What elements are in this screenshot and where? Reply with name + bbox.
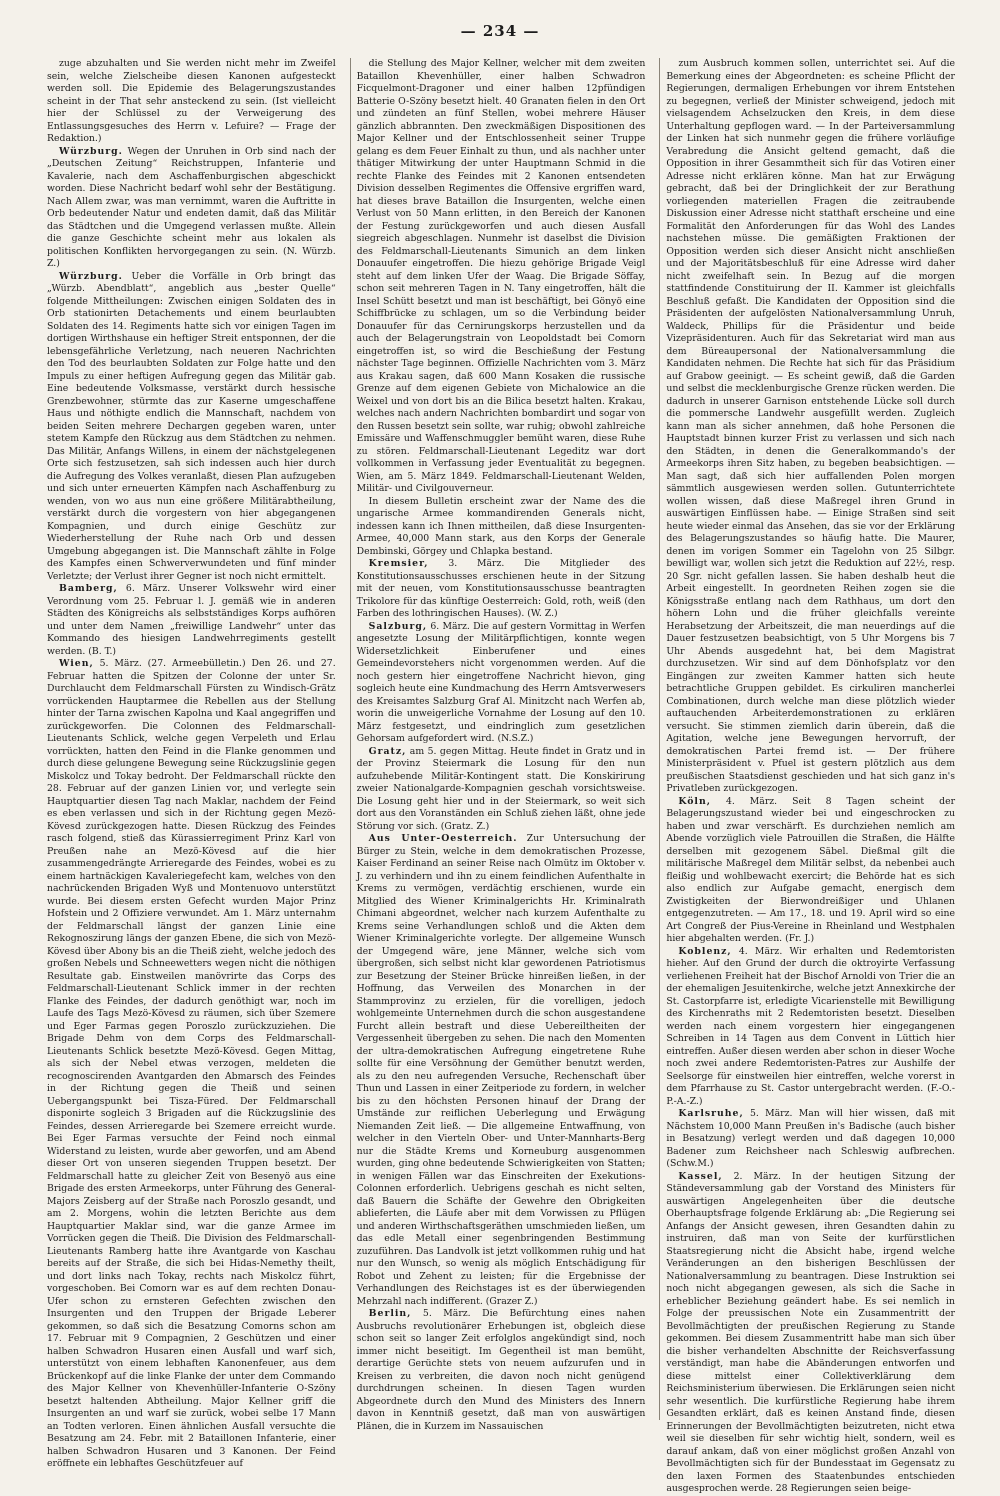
article	[666, 1108, 955, 1171]
article-body: 5. März. Man will hier wissen, daß mit Nächstem 10,000 Mann Preußen in's Badische (auch bisher in Besatzung) verlegt werden und daß dagegen 10,000 Badener zum Reichsheer nach Schleswig aufbrechen. (Schw.M.)	[666, 1108, 956, 1169]
article	[357, 833, 646, 1308]
article-body: am 5. gegen Mittag. Heute findet in Gratz und in der Provinz Steiermark die Losung für den nun aufzuhebende Militär-Kontingent statt. Die Konskirirung zweier Nationalgarde-Kompagnien geschah vorsichtsweise. Die Losung geht hier und in der Steiermark, so weit sich dort aus den Voranständen ein Schluß ziehen läßt, ohne jede Störung vor sich. (Gratz. Z.)	[356, 745, 646, 832]
article-body: 4. März. Seit 8 Tagen scheint der Belagerungszustand wieder bei und eingeschrocken zu haben und zwar verschärft. Es durchziehen nemlich am Abende vorzüglich viele Patrouillen die Straßen, die Hälfte derselben mit gezogenem Säbel. Dießmal gilt die militärische Maßregel dem Militär selbst, da nebenbei auch fleißig und wohlbewacht exercirt; die Behörde hat es sich also endlich zur Aufgabe gemacht, energisch dem Zwistigkeiten der Bierwondreißiger und Uhlanen entgegenzutreten. — Am 17., 18. und 19. April wird so eine Art Congreß der Pius-Vereine in Rheinland und Westphalen hier abgehalten werden. (Fr. J.)	[666, 795, 956, 944]
article-body: 4. März. Wir erhalten und Redemtoristen hieher. Auf den Grund der durch die oktroyirte Verfassung verliehenen Freiheit hat der Bischof Arnoldi von Trier die an der ehemaligen Jesuitenkirche, welche jetzt Annexkirche der St. Castorpfarre ist, erledigte Vicarienstelle mit Bewilligung des Kirchenraths mit 2 Redemtoristen besetzt. Dieselben werden nach einem vorgestern hier eingegangenen Schreiben in 14 Tagen aus dem Convent in Lüttich hier eintreffen. Außer diesen werden aber schon in dieser Woche noch zwei andere Redemtoristen-Patres zur Aushilfe der Seelsorge für einstweilen hier eintreffen, welche vorerst in dem Pfarrhause zu St. Castor untergebracht werden. (F.-O.-P.-A.-Z.)	[666, 945, 956, 1107]
article-body: 6. März. Die auf gestern Vormittag in Werfen angesetzte Losung der Militärpflichtigen, konnte wegen Widersetzlichkeit Einberufener und eines Gemeindevorstehers nicht vorgenommen werden. Auf die noch gestern hier eingetroffene Nachricht hievon, ging sogleich heute eine Kundmachung des Herrn Amtsverwesers des Kreisamtes Salzburg Graf Al. Minitzcht nach Werfen ab, worin die unweigerliche Vornahme der Losung auf den 10. März festgesetzt, und eindringlich zum gesetzlichen Gehorsam aufgefordert wird. (N.S.Z.)	[356, 620, 646, 744]
article-body: 3. März. Die Mitglieder des Konstitutionsausschusses erschienen heute in der Sitzung mit der neuen, vom Konstitutionsausschusse beantragten Trikolore für das künftige Oesterreich: Gold, roth, weiß (den Farben des lothringischen Hauses). (W. Z.)	[356, 558, 646, 619]
article-dateline: Karlsruhe,	[678, 1108, 744, 1119]
article-body: 6. März. Unserer Volkswehr wird einer Verordnung vom 25. Februar l. J. gemäß wie in anderen Städten des Königreichs als selbstständiges Korps aufhören und unter dem Namen „freiwillige Landwehr“ unter das Kommando des hiesigen Landwehrregiments gestellt werden. (B. T.)	[47, 583, 336, 657]
article	[47, 58, 336, 146]
article-body: Zur Untersuchung der Bürger zu Stein, welche in dem demokratischen Prozesse, Kaiser Ferdinand an seiner Reise nach Olmütz im Oktober v. J. zu verhindern und ihn zu einem feindlichen Aufenthalte in Krems zu vermögen, verdächtig erschienen, wurde ein Mitglied des Wiener Kriminalgerichts Hr. Kriminalrath Chimani abgeordnet, welcher nach kurzem Aufenthalte zu Krems seine Verhandlungen schloß und die Akten dem Wiener Kriminalgerichte vorlegte. Der allgemeine Wunsch der Umgegend wäre, jene Männer, welche sich vom übergroßen, sich selbst nicht klar gewordenen Patriotismus zur Besetzung der Steiner Brücke hinreißen ließen, in der Hoffnung, das Verweilen des Monarchen in der Stammprovinz zu erzielen, für die vorelligen, jedoch wohlgemeinte Unternehmen durch die schon ausgestandene Furcht allein bestraft und diese Uebereiltheiten der Vergessenheit übergeben zu sehen. Die nach den Momenten der ultra-demokratischen Aufregung eingetretene Ruhe sollte für eine Versöhnung der Gemüther benutzt werden, als zu den neu aufregenden Versuche, Rechenschaft über Thun und Lassen in einer Zeitperiode zu fordern, in welcher bis zu den höchsten Personen hinauf der Drang der Umstände zur reiflichen Ueberlegung und Erwägung Niemanden Zeit ließ. — Die allgemeine Entwaffnung, von welcher in den Vierteln Ober- und Unter-Mannharts-Berg nur die Städte Krems und Korneuburg ausgenommen wurden, ging ohne bedeutende Schwierigkeiten von Statten; in wenigen Fällen war das Einschreiten der Exekutions-Colonnen erforderlich. Uebrigens geschah es nicht selten, daß Bauern die Schäfte der Gewehre den Obrigkeiten ablieferten, die Läufe aber mit dem Vorwissen zu Pflügen und anderen Wirthschaftsgeräthen umschmieden ließen, um das edle Metall einer segenbringenden Bestimmung zuzuführen. Das Landvolk ist jetzt vollkommen ruhig und hat nur den Wunsch, so wenig als möglich Entschädigung für Robot und Zehent zu leisten; für die Ergebnisse der Verhandlungen des Reichstages ist es der überwiegenden Mehrzahl nach indifferent. (Grazer Z.)	[356, 833, 646, 1307]
page-number: — 234 —	[460, 22, 540, 40]
article-dateline: Berlin,	[368, 1308, 412, 1319]
article-dateline: Kremsier,	[368, 558, 429, 569]
article	[47, 146, 336, 271]
article	[357, 1308, 646, 1433]
article	[47, 658, 336, 1471]
article-dateline: Koblenz,	[678, 945, 732, 957]
article-dateline: Salzburg,	[368, 620, 428, 632]
article	[357, 746, 646, 834]
article	[666, 58, 955, 796]
article-body: die Stellung des Major Kellner, welcher mit dem zweiten Bataillon Khevenhüller, einer halben Schwadron Ficquelmont-Dragoner und einer halben 12pfündigen Batterie O-Szöny besetzt hielt. 40 Granaten fielen in den Ort und zündeten an fünf Stellen, wobei mehrere Häuser gänzlich abbrannten. Den zweckmäßigen Dispositionen des Major Kellner und der Entschlossenheit seiner Truppe gelang es dem Feuer Einhalt zu thun, und als nachher unter thätiger Mitwirkung der unter Hauptmann Schmid in die rechte Flanke des Feindes mit 2 Kanonen entsendeten Division desselben Regimentes die Offensive ergriffen ward, hat dieses brave Bataillon die Insurgenten, welche einen Verlust von 50 Mann erlitten, in den Bereich der Kanonen der Festung zurückgeworfen und auch diesen Ausfall siegreich abgeschlagen. Nunmehr ist daselbst die Division des Feldmarschall-Lieutenants Simunich an dem linken Donauufer eingetroffen. Die hiezu gehörige Brigade Veigl steht auf dem linken Ufer der Waag. Die Brigade Söffay, schon seit mehreren Tagen in N. Tany eingetroffen, hält die Insel Schütt besetzt und man ist beschäftigt, bei Gönyö eine Schiffbrücke zu schlagen, um so die Verbindung beider Donauufer für das Cernirungskorps herzustellen und da auch der Belagerungstrain von Leopoldstadt bei Comorn eingetroffen ist, so wird die Beschießung der Festung nächster Tage beginnen. Offizielle Nachrichten vom 3. März aus Krakau sagen, daß 600 Mann Kosaken die russische Grenze auf dem eigenen Gebiete von Michalowice an die Weixel und von dort bis an die Bilica besetzt halten. Krakau, welches nach andern Nachrichten bombardirt und sogar von den Russen besetzt sein sollte, war ruhig; obwohl zahlreiche Emissäre und Waffenschmuggler bemüht waren, diese Ruhe zu stören. Feldmarschall-Lieutenant Legeditz war dort vollkommen in Verfassung jeder Eventualität zu begegnen. Wien, am 5. März 1849. Feldmarschall-Lieutenant Welden, Militär- und Civilgouverneur.	[356, 58, 646, 494]
article-body: Ueber die Vorfälle in Orb bringt das „Würzb. Abendblatt“, angeblich aus „bester Quelle“ folgende Mittheilungen: Zwischen einigen Soldaten des in Orb stationirten Detachements und einem beurlaubten Soldaten des 14. Regiments hatte sich vor einigen Tagen im dortigen Wirthshause ein heftiger Streit entsponnen, der die lebensgefährliche Verletzung, nach neueren Nachrichten den Tod des beurlaubten Soldaten zur Folge hatte und den Impuls zu einer heftigen Aufregung gegen das Militär gab. Eine bedeutende Volksmasse, verstärkt durch hessische Grenzbewohner, stürmte das zur Kaserne umgeschaffene Haus und nöthigte endlich die Mannschaft, nachdem von beiden Seiten mehrere Dechargen gegeben waren, unter stetem Kampfe den Rückzug aus dem Städtchen zu nehmen. Das Militär, Anfangs Willens, in einem der nächstgelegenen Orte sich festzusetzen, sah sich indessen auch hier durch die Aufregung des Volkes veranlaßt, diesen Plan aufzugeben und sich unter erneuerten Kämpfen nach Aschaffenburg zu wenden, von wo aus nun eine größere Militärabtheilung, verstärkt durch die vorgestern von hier abgegangenen Kompagnien, und durch einige Geschütz zur Wiederherstellung der Ruhe nach Orb und dessen Umgebung abgegangen ist. Die Mannschaft zählte in Folge des Kampfes einen Schwerverwundeten und fünf minder Verletzte; der Verlust ihrer Gegner ist noch nicht ermittelt.	[47, 270, 336, 582]
article-body: In diesem Bulletin erscheint zwar der Name des die ungarische Armee kommandirenden Generals nicht, indessen kann ich Ihnen mittheilen, daß diese Insurgenten-Armee, 40,000 Mann stark, aus den Korps der Generale Dembinski, Görgey und Chlapka bestand.	[356, 495, 646, 557]
article-body: 5. März. Die Befürchtung eines nahen Ausbruchs revolutionärer Erhebungen ist, obgleich diese schon seit so langer Zeit erfolglos angekündigt sind, noch immer nicht beseitigt. Im Gegentheil ist man bemüht, derartige Gerüchte stets von neuem aufzurufen und in Kreisen zu verbreiten, die davon noch nicht genügend durchdrungen scheinen. In diesen Tagen wurden Abgeordnete durch den Mund des Ministers des Innern davon in Kenntniß gesetzt, daß man von auswärtigen Plänen, die in Kurzem im Nassauischen	[356, 1308, 646, 1432]
article-body: Wegen der Unruhen in Orb sind nach der „Deutschen Zeitung“ Reichstruppen, Infanterie und Kavalerie, nach dem Aschaffenburgischen abgeschickt worden. Diese Nachricht bedarf wohl sehr der Bestätigung. Nach Allem zwar, was man vernimmt, waren die Auftritte in Orb bedeutender Natur und endeten damit, daß das Militär das Städtchen und die Umgegend verlassen mußte. Allein die ganze Geschichte scheint mehr aus lokalen als politischen Konflikten hervorgegangen zu sein. (N. Würzb. Z.)	[47, 145, 336, 269]
article	[666, 796, 955, 946]
article	[47, 271, 336, 584]
article-body: 5. März. (27. Armeebülletin.) Den 26. und 27. Februar hatten die Spitzen der Colonne der unter Sr. Durchlaucht dem Feldmarschall Fürsten zu Windisch-Grätz vorrückenden Hauptarmee die Rebellen aus der Stellung hinter der Tarna zwischen Kapolna und Kaal angegriffen und zurückgeworfen. Die Colonnen des Feldmarschall-Lieutenants Schlick, welche gegen Verpeleth und Erlau vorrückten, hatten den Feind in die Flanke genommen und durch diese gelungene Bewegung seine Rückzugslinie gegen Miskolcz und Tokay bedroht. Der Feldmarschall rückte den 28. Februar auf der ganzen Linien vor, und verlegte sein Hauptquartier diesen Tag nach Maklar, nachdem der Feind es eben verlassen und sich in der Richtung gegen Mezö-Kövesd zurückgezogen hatte. Diesen Rückzug des Feindes rasch folgend, stieß das Kürassierregiment Prinz Karl von Preußen nahe an Mezö-Kövesd auf die hier zusammengedrängte Arrieregarde des Feindes, wobei es zu einem hartnäckigen Kavaleriegefecht kam, welches von den nachrückenden Brigaden Wyß und Montenuovo unterstützt wurde. Bei diesem ersten Gefecht wurden Major Prinz Hofstein und 2 Offiziere verwundet. Am 1. März unternahm der Feldmarschall längst der ganzen Linie eine Rekognoszirung längs der ganzen Ebene, die sich von Mezö-Kövesd über Abony bis an die Theiß zieht, welche jedoch des großen Nebels und Schneewetters wegen nicht die nöthigen Resultate gab. Einstweilen manövrirte das Corps des Feldmarschall-Lieutenant Schlick immer in der rechten Flanke des Feindes, der dadurch genöthigt war, noch im Laufe des Tags Mezö-Kövesd zu räumen, sich über Szemere und Eger Farmas gegen Poroszlo zurückzuziehen. Die Brigade Dehm von dem Corps des Feldmarschall-Lieutenants Schlick besetzte Mezö-Kövesd. Gegen Mittag, als sich der Nebel etwas verzogen, meldeten die recognoscirenden Avantgarden den Abmarsch des Feindes in der Richtung gegen die Theiß und seinen Uebergangspunkt bei Tisza-Füred. Der Feldmarschall disponirte sogleich 3 Brigaden auf die Rückzugslinie des Feindes, dessen Arrieregarde bei Szemere erreicht wurde. Bei Eger Farmas versuchte der Feind noch einmal Widerstand zu leisten, wurde aber geworfen, und am Abend dieser Ort von unseren siegenden Truppen besetzt. Der Feldmarschall hatte zu gleicher Zeit von Besenyö aus eine Brigade des ersten Armeekorps, unter Führung des General-Majors Zeisberg auf der Straße nach Poroszlo gesandt, und am 2. Morgens, wohin die letzten Berichte aus dem Hauptquartier Maklar sind, war die ganze Armee im Vorrücken gegen die Theiß. Die Division des Feldmarschall-Lieutenants Ramberg hatte ihre Avantgarde von Kaschau bereits auf der Straße, die sich bei Hidas-Nemethy theilt, und dort links nach Tokay, rechts nach Miskolcz führt, vorgeschoben. Bei Comorn war es auf dem rechten Donau-Ufer schon zu ernsteren Gefechten zwischen den Insurgenten und den Truppen der Brigade Leberer gekommen, so daß sich die Besatzung Comorns schon am 17. Februar mit 9 Compagnien, 2 Geschützen und einer halben Schwadron Husaren einen Ausfall und warf sich, unterstützt von einem lebhaften Kanonenfeuer, aus dem Brückenkopf auf die linke Flanke der unter dem Commando des Major Kellner von Khevenhüller-Infanterie O-Szöny besetzt haltenden Abtheilung. Major Kellner griff die Insurgenten an und warf sie zurück, wobei selbe 17 Mann an Todten verloren. Einen ähnlichen Ausfall versuchte die Besatzung am 24. Febr. mit 2 Bataillonen Infanterie, einer halben Schwadron Husaren und 3 Kanonen. Der Feind eröffnete ein lebhaftes Geschützfeuer auf	[47, 658, 336, 1469]
article	[47, 583, 336, 658]
article-dateline: Bamberg,	[59, 583, 118, 594]
article-dateline: Würzburg.	[59, 270, 123, 282]
article-body: 2. März. In der heutigen Sitzung der Ständeversammlung gab der Vorstand des Ministers für auswärtigen Angelegenheiten über die deutsche Oberhauptsfrage folgende Erklärung ab: „Die Regierung sei Anfangs der Ansicht gewesen, ihren Gesandten dahin zu instruiren, daß man von Seite der kurfürstlichen Staatsregierung nicht die Absicht habe, irgend welche Veränderungen an den bisherigen Beschlüssen der Nationalversammlung zu beantragen. Diese Instruktion sei noch nicht abgegangen gewesen, als sich die Sache in erheblicher Beziehung geändert habe. Es sei nemlich in Folge der preussischen Note ein Zusammentritt der Bevollmächtigten der preußischen Regierung zu Stande gekommen. Bei diesem Zusammentritt habe man sich über die bisher verhandelten Abschnitte der Reichsverfassung verständigt, man habe die Abänderungen entworfen und diese mittelst einer Collektiverklärung dem Reichsministerium überwiesen. Die Erklärungen seien nicht sehr wesentlich. Die kurfürstliche Regierung habe ihrem Gesandten erklärt, daß es keinen Anstand finde, diesen Erinnerungen der Bevollmächtigten beizutreten, nicht etwa weil sie dieselben für sehr wichtig hielt, sondern, weil es darauf ankam, daß von einer möglichst großen Anzahl von Bevollmächtigten sich für der Bundesstaat im Gegensatz zu den laxen Formen des Staatenbundes entschieden ausgesprochen werde. 28 Regierungen seien beige-	[666, 1170, 956, 1494]
article-dateline: Köln,	[678, 795, 711, 807]
column-2	[350, 58, 646, 1432]
article	[357, 58, 646, 496]
article-dateline: Kassel,	[678, 1170, 723, 1182]
article	[357, 558, 646, 621]
article-body: zuge abzuhalten und Sie werden nicht mehr im Zweifel sein, welche Zielscheibe diesen Kanonen aufgesteckt werden soll. Die Epidemie des Belagerungszustandes scheint in der That sehr ansteckend zu sein. (Ist vielleicht hier der Schlüssel zu der Verweigerung des Entlassungsgesuches des Herrn v. Lefuire? — Frage der Redaktion.)	[47, 58, 336, 144]
article-body: zum Ausbruch kommen sollen, unterrichtet sei. Auf die Bemerkung eines der Abgeordneten: es scheine Pflicht der Regierungen, dermaligen Erhebungen vor ihrem Entstehen zu begegnen, verließ der Minister schweigend, jedoch mit vielsagendem Achselzucken den Kreis, in dem diese Unterhaltung gepflogen ward. — In der Parteiversammlung der Linken hat sich nunmehr gegen die frühere vorläufige Verabredung die Ansicht geltend gemacht, daß die Opposition in ihrer Gesammtheit sich für das Votiren einer Adresse nicht erklären könne. Man hat zur Erwägung gebracht, daß bei der Dringlichkeit der zur Berathung vorliegenden materiellen Fragen die zeitraubende Diskussion einer Adresse nicht statthaft erscheine und eine Formalität den Anforderungen für das Wohl des Landes nachstehen müsse. Die gemäßigten Fraktionen der Opposition werden sich dieser Ansicht nicht anschließen und der Majoritätsbeschluß für eine Adresse wird daher nicht zweifelhaft sein. In Bezug auf die morgen stattfindende Constituirung der II. Kammer ist gleichfalls Beschluß gefaßt. Die Kandidaten der Opposition sind die Präsidenten der aufgelösten Nationalversammlung Unruh, Waldeck, Phillips für die Präsidentur und beide Vizepräsidenturen. Auch für das Sekretariat wird man aus dem Büreaupersonal der Nationalversammlung die Kandidaten nehmen. Die Rechte hat sich für das Präsidium auf Grabow geeinigt. — Es scheint gewiß, daß die Garden und selbst die mecklenburgische Grenze rücken werden. Die dadurch in unserer Garnison entstehende Lücke soll durch die pommersche Landwehr ausgefüllt werden. Zugleich kann man als sicher annehmen, daß hohe Personen die Hauptstadt binnen kurzer Frist zu verlassen und sich nach den Städten, in denen die Generalkommando's der Armeekorps ihren Sitz haben, zu begeben beabsichtigen. — Man sagt, daß sich hier auffallenden Polen morgen sämmtlich ausgewiesen werden sollen. Gutunterrichtete wollen wissen, daß diese Maßregel ihren Grund in auswärtigen Einflüssen habe. — Einige Straßen sind seit heute wieder einmal das Ansehen, das sie vor der Erklärung des Belagerungszustandes so häufig hatte. Die Maurer, denen im vorigen Sommer ein Tagelohn von 25 Silbgr. bewilligt war, wollen sich jetzt die Reduktion auf 22½, resp. 20 Sgr. nicht gefallen lassen. Sie haben deshalb heut die Arbeit eingestellt. In geordneten Reihen zogen sie die Königsstraße entlang nach dem Rathhaus, um dort den höhern Lohn und die früher gleichfalls vereinte Herabsetzung der Arbeitszeit, die man neuerdings auf die Dauer festzusetzen beabsichtigt, von 5 Uhr Morgens bis 7 Uhr Abends ausgedehnt hat, bei dem Magistrat durchzusetzen. Wir sind auf dem Dönhofsplatz vor den Eingängen zur zweiten Kammer hatten sich heute betrachtliche Gruppen gebildet. Es cirkuliren mancherlei Combinationen, durch welche man diese plötzlich wieder auftauchenden Arbeiterdemonstrationen zu erklären versucht. Sie stimmen ziemlich darin überein, daß die Agitation, welche jene Bewegungen hervorruft, der demokratischen Partei fremd ist. — Der frühere Ministerpräsident v. Pfuel ist gestern plötzlich aus dem preußischen Staatsdienst geschieden und hat sich ganz in's Privatleben zurückgezogen.	[666, 58, 956, 794]
columns	[47, 58, 956, 1494]
column-3	[659, 58, 956, 1494]
column-1	[47, 58, 336, 1469]
article-dateline: Gratz,	[368, 745, 407, 757]
article	[666, 946, 955, 1109]
article	[666, 1171, 955, 1496]
article-dateline: Aus Unter-Oesterreich.	[368, 833, 518, 844]
article	[357, 496, 646, 559]
article-dateline: Wien,	[59, 658, 94, 669]
article	[357, 621, 646, 746]
article-dateline: Würzburg.	[59, 145, 123, 157]
